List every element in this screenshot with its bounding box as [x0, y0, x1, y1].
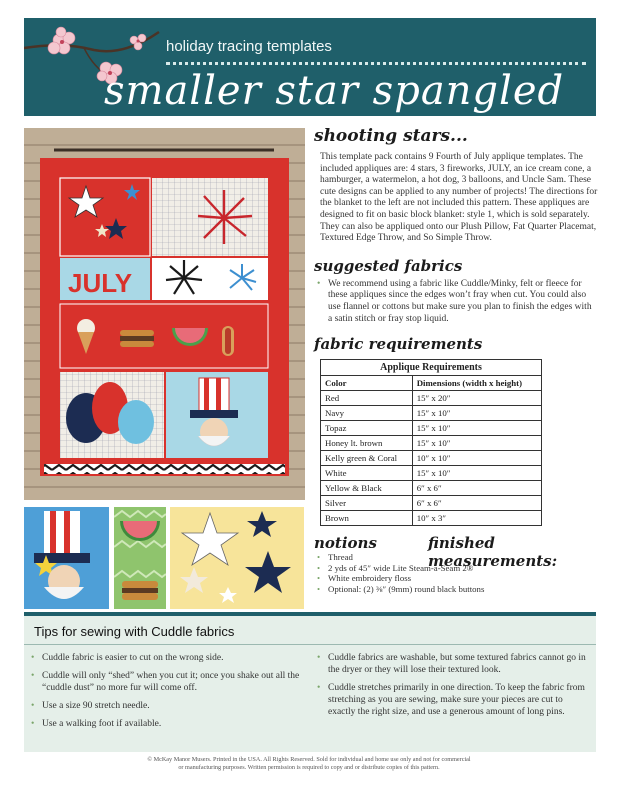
- footer-line: © McKay Manor Musers. Printed in the USA. All Rights Reserved. Sold for individual and home use only and not for commercial: [147, 756, 471, 763]
- shooting-stars-text: This template pack contains 9 Fourth of July applique templates. The included appliques are: 4 stars, 3 fireworks, JULY, an ice cream cone, a hamburger, a watermelon, a hot dog, 3 balloons, and Uncle Sam. These cute designs can be applied to any number of projects! The directions for the blanket to the left are not included this pattern. These appliques are designed to fit on basic block blanket: style 1, which is sold separately. They can also be appliqued onto our Plush Pillow, Fat Quarter Placemat, Textured Edge Throw, and So Simple Throw.: [320, 152, 598, 244]
- quilt-photo: [24, 128, 305, 500]
- stars-photo: [170, 507, 304, 609]
- cell-dimensions: 10″ x 10″: [412, 451, 541, 466]
- header-subtitle: holiday tracing templates: [166, 38, 332, 55]
- cell-color: White: [321, 466, 413, 481]
- list-item: • Cuddle fabrics are washable, but some textured fabrics cannot go in the dryer or they will lose their textured look.: [314, 652, 590, 676]
- list-item: • White embroidery floss: [314, 573, 598, 584]
- table-header-dimensions: Dimensions (width x height): [412, 376, 541, 391]
- cell-color: Topaz: [321, 421, 413, 436]
- table-row: [321, 466, 542, 481]
- table-row: [321, 391, 542, 406]
- notions-heading: notions: [314, 534, 377, 553]
- cell-dimensions: 15″ x 10″: [412, 436, 541, 451]
- finished-measurements-heading: finished measurements:: [428, 534, 558, 571]
- cell-dimensions: 15″ x 10″: [412, 406, 541, 421]
- cell-color: Honey lt. brown: [321, 436, 413, 451]
- list-item: • Use a size 90 stretch needle.: [28, 700, 308, 712]
- cell-color: Silver: [321, 496, 413, 511]
- table-caption: Applique Requirements: [321, 360, 542, 376]
- list-item: • Optional: (2) ⅜″ (9mm) round black buttons: [314, 584, 598, 595]
- table-row: [321, 436, 542, 451]
- table-row: [321, 496, 542, 511]
- watermelon-burger-photo: [114, 507, 166, 609]
- cell-color: Navy: [321, 406, 413, 421]
- uncle-sam-photo: [24, 507, 109, 609]
- fabric-requirements-heading: fabric requirements: [314, 335, 483, 354]
- cell-color: Brown: [321, 511, 413, 526]
- table-row: [321, 511, 542, 526]
- applique-requirements-table: [320, 359, 542, 526]
- cell-color: Kelly green & Coral: [321, 451, 413, 466]
- list-item: • Use a walking foot if available.: [28, 718, 308, 730]
- copyright-footer: [0, 756, 618, 772]
- suggested-fabrics-heading: suggested fabrics: [314, 256, 463, 275]
- cell-dimensions: 10″ x 3″: [412, 511, 541, 526]
- cell-color: Red: [321, 391, 413, 406]
- cell-dimensions: 6″ x 6″: [412, 496, 541, 511]
- table-row: [321, 421, 542, 436]
- footer-line: or manufacturing purposes. Written permission is required to copy and or distribute copies of this pattern.: [178, 764, 440, 771]
- header-dotted-rule: [166, 62, 586, 65]
- cell-dimensions: 15″ x 10″: [412, 466, 541, 481]
- tips-title: Tips for sewing with Cuddle fabrics: [34, 624, 235, 639]
- cell-dimensions: 6″ x 6″: [412, 481, 541, 496]
- list-item: • 2 yds of 45″ wide Lite Steam-a-Seam 2®: [314, 563, 598, 574]
- tips-divider: [24, 644, 596, 645]
- quilt-july-text: JULY: [68, 268, 133, 298]
- tips-right-column: [314, 652, 590, 724]
- list-item: • Cuddle stretches primarily in one direction. To keep the fabric from stretching as you are sewing, make sure your pieces are cut to exactly the right size, and use a generous amount of long pins.: [314, 682, 590, 718]
- tips-box: [24, 612, 596, 752]
- list-item: • Cuddle fabric is easier to cut on the wrong side.: [28, 652, 308, 664]
- notions-list: [314, 552, 598, 594]
- list-item: • We recommend using a fabric like Cuddle/Minky, felt or fleece for these appliques since the edges won’t fray when cut. You could also use flannel or cottons but make sure you plan to finish the edges with a satin stitch or fray stop liquid.: [314, 279, 598, 325]
- cell-color: Yellow & Black: [321, 481, 413, 496]
- table-row: [321, 451, 542, 466]
- table-header-color: Color: [321, 376, 413, 391]
- suggested-fabrics-list: [314, 279, 598, 325]
- cell-dimensions: 15″ x 20″: [412, 391, 541, 406]
- list-item: • Thread: [314, 552, 598, 563]
- cell-dimensions: 15″ x 10″: [412, 421, 541, 436]
- right-column: [314, 126, 598, 594]
- shooting-stars-heading: shooting stars...: [314, 126, 468, 146]
- header-banner: [24, 18, 596, 116]
- table-row: [321, 481, 542, 496]
- table-row: [321, 406, 542, 421]
- tips-left-column: [28, 652, 308, 736]
- list-item: • Cuddle will only “shed” when you cut it; once you shake out all the “cuddle dust” no more fur will come off.: [28, 670, 308, 694]
- page-title: smaller star spangled: [104, 68, 565, 114]
